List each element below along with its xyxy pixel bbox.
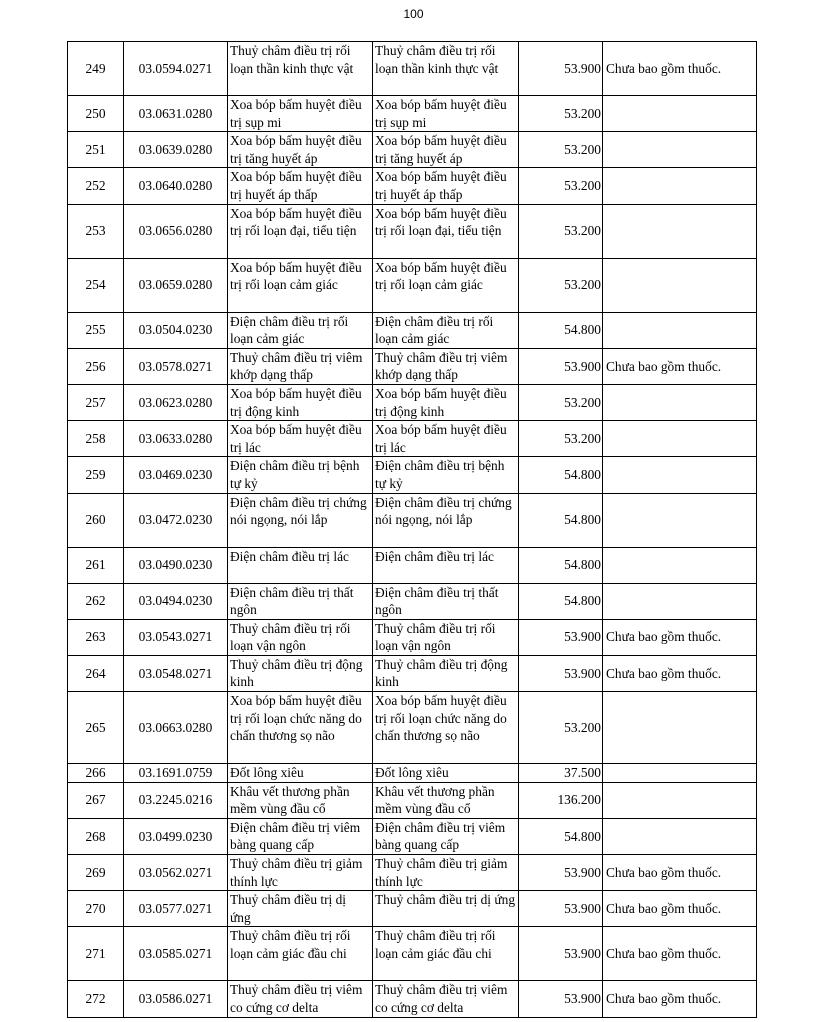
- service-code: 03.0499.0230: [124, 818, 228, 854]
- table-row: [68, 583, 757, 619]
- service-name: Thuỷ châm điều trị dị ứng: [228, 891, 373, 927]
- row-number: 263: [68, 619, 124, 655]
- price-value: 53.900: [519, 348, 603, 384]
- service-name-approved: Thuỷ châm điều trị rối loạn vận ngôn: [373, 619, 519, 655]
- table-row: [68, 384, 757, 420]
- page-number: 100: [403, 7, 424, 21]
- row-number: 264: [68, 655, 124, 691]
- note-text: Chưa bao gồm thuốc.: [603, 927, 757, 981]
- service-name: Xoa bóp bấm huyệt điều trị lác: [228, 421, 373, 457]
- table-body: [68, 42, 757, 1018]
- service-name: Khâu vết thương phần mềm vùng đầu cổ: [228, 782, 373, 818]
- service-name-approved: Thuỷ châm điều trị rối loạn cảm giác đầu chi: [373, 927, 519, 981]
- note-text: [603, 764, 757, 783]
- service-name-approved: Thuỷ châm điều trị viêm co cứng cơ delta: [373, 981, 519, 1017]
- note-text: [603, 168, 757, 204]
- row-number: 268: [68, 818, 124, 854]
- note-text: Chưa bao gồm thuốc.: [603, 891, 757, 927]
- table-row: [68, 764, 757, 783]
- table-row: [68, 655, 757, 691]
- row-number: 262: [68, 583, 124, 619]
- note-text: [603, 258, 757, 312]
- price-value: 53.900: [519, 927, 603, 981]
- price-value: 53.200: [519, 692, 603, 764]
- service-code: 03.1691.0759: [124, 764, 228, 783]
- table-row: [68, 547, 757, 583]
- service-name: Thuỷ châm điều trị động kinh: [228, 655, 373, 691]
- service-name: Xoa bóp bấm huyệt điều trị rối loạn cảm giác: [228, 258, 373, 312]
- note-text: Chưa bao gồm thuốc.: [603, 655, 757, 691]
- service-name-approved: Thuỷ châm điều trị dị ứng: [373, 891, 519, 927]
- service-name: Thuỷ châm điều trị rối loạn vận ngôn: [228, 619, 373, 655]
- service-name: Xoa bóp bấm huyệt điều trị rối loạn đại, tiểu tiện: [228, 204, 373, 258]
- row-number: 267: [68, 782, 124, 818]
- price-value: 53.200: [519, 421, 603, 457]
- table-row: [68, 204, 757, 258]
- service-name-approved: Điện châm điều trị lác: [373, 547, 519, 583]
- service-name: Thuỷ châm điều trị giảm thính lực: [228, 855, 373, 891]
- table-row: [68, 981, 757, 1017]
- service-code: 03.0578.0271: [124, 348, 228, 384]
- price-value: 53.900: [519, 891, 603, 927]
- note-text: [603, 384, 757, 420]
- price-value: 54.800: [519, 583, 603, 619]
- row-number: 254: [68, 258, 124, 312]
- service-name-approved: Thuỷ châm điều trị rối loạn thần kinh thực vật: [373, 42, 519, 96]
- service-name-approved: Đốt lông xiêu: [373, 764, 519, 783]
- table-row: [68, 348, 757, 384]
- service-name-approved: Điện châm điều trị viêm bàng quang cấp: [373, 818, 519, 854]
- table-row: [68, 96, 757, 132]
- service-code: 03.0490.0230: [124, 547, 228, 583]
- price-value: 53.200: [519, 168, 603, 204]
- service-name-approved: Điện châm điều trị chứng nói ngọng, nói lắp: [373, 493, 519, 547]
- note-text: [603, 421, 757, 457]
- service-name: Điện châm điều trị rối loạn cảm giác: [228, 312, 373, 348]
- service-name: Xoa bóp bấm huyệt điều trị huyết áp thấp: [228, 168, 373, 204]
- service-code: 03.0562.0271: [124, 855, 228, 891]
- price-value: 54.800: [519, 493, 603, 547]
- service-name-approved: Xoa bóp bấm huyệt điều trị huyết áp thấp: [373, 168, 519, 204]
- price-value: 53.900: [519, 619, 603, 655]
- service-name: Điện châm điều trị lác: [228, 547, 373, 583]
- note-text: Chưa bao gồm thuốc.: [603, 42, 757, 96]
- price-value: 53.900: [519, 42, 603, 96]
- service-code: 03.0543.0271: [124, 619, 228, 655]
- table-row: [68, 42, 757, 96]
- row-number: 266: [68, 764, 124, 783]
- service-name: Xoa bóp bấm huyệt điều trị sụp mi: [228, 96, 373, 132]
- row-number: 272: [68, 981, 124, 1017]
- service-name: Điện châm điều trị viêm bàng quang cấp: [228, 818, 373, 854]
- service-name-approved: Thuỷ châm điều trị giảm thính lực: [373, 855, 519, 891]
- price-value: 37.500: [519, 764, 603, 783]
- row-number: 251: [68, 132, 124, 168]
- price-value: 53.200: [519, 258, 603, 312]
- table-row: [68, 692, 757, 764]
- service-name-approved: Xoa bóp bấm huyệt điều trị sụp mi: [373, 96, 519, 132]
- note-text: Chưa bao gồm thuốc.: [603, 981, 757, 1017]
- service-code: 03.0633.0280: [124, 421, 228, 457]
- row-number: 256: [68, 348, 124, 384]
- row-number: 257: [68, 384, 124, 420]
- note-text: [603, 204, 757, 258]
- service-name-approved: Xoa bóp bấm huyệt điều trị tăng huyết áp: [373, 132, 519, 168]
- service-name-approved: Xoa bóp bấm huyệt điều trị rối loạn chức năng do chấn thương sọ não: [373, 692, 519, 764]
- service-code: 03.0663.0280: [124, 692, 228, 764]
- table-row: [68, 493, 757, 547]
- note-text: [603, 818, 757, 854]
- row-number: 265: [68, 692, 124, 764]
- service-name: Xoa bóp bấm huyệt điều trị tăng huyết áp: [228, 132, 373, 168]
- price-value: 54.800: [519, 457, 603, 493]
- note-text: [603, 547, 757, 583]
- note-text: Chưa bao gồm thuốc.: [603, 619, 757, 655]
- table-row: [68, 421, 757, 457]
- service-name: Điện châm điều trị bệnh tự kỷ: [228, 457, 373, 493]
- service-code: 03.0640.0280: [124, 168, 228, 204]
- row-number: 250: [68, 96, 124, 132]
- row-number: 259: [68, 457, 124, 493]
- note-text: Chưa bao gồm thuốc.: [603, 348, 757, 384]
- service-code: 03.0577.0271: [124, 891, 228, 927]
- service-name: Thuỷ châm điều trị viêm co cứng cơ delta: [228, 981, 373, 1017]
- table-row: [68, 891, 757, 927]
- service-name-approved: Xoa bóp bấm huyệt điều trị lác: [373, 421, 519, 457]
- service-name: Đốt lông xiêu: [228, 764, 373, 783]
- service-name: Điện châm điều trị thất ngôn: [228, 583, 373, 619]
- service-name: Điện châm điều trị chứng nói ngọng, nói lắp: [228, 493, 373, 547]
- table-row: [68, 457, 757, 493]
- service-name-approved: Điện châm điều trị bệnh tự kỷ: [373, 457, 519, 493]
- service-code: 03.0585.0271: [124, 927, 228, 981]
- service-code: 03.0494.0230: [124, 583, 228, 619]
- service-code: 03.0469.0230: [124, 457, 228, 493]
- row-number: 249: [68, 42, 124, 96]
- row-number: 252: [68, 168, 124, 204]
- row-number: 255: [68, 312, 124, 348]
- price-value: 53.900: [519, 655, 603, 691]
- row-number: 260: [68, 493, 124, 547]
- price-value: 53.900: [519, 855, 603, 891]
- price-value: 54.800: [519, 547, 603, 583]
- table-row: [68, 782, 757, 818]
- note-text: [603, 96, 757, 132]
- price-value: 53.200: [519, 96, 603, 132]
- note-text: [603, 583, 757, 619]
- service-code: 03.0504.0230: [124, 312, 228, 348]
- row-number: 271: [68, 927, 124, 981]
- service-name-approved: Xoa bóp bấm huyệt điều trị rối loạn cảm giác: [373, 258, 519, 312]
- service-code: 03.0586.0271: [124, 981, 228, 1017]
- service-code: 03.0472.0230: [124, 493, 228, 547]
- service-code: 03.0631.0280: [124, 96, 228, 132]
- table-row: [68, 619, 757, 655]
- table-row: [68, 818, 757, 854]
- service-code: 03.2245.0216: [124, 782, 228, 818]
- price-value: 53.200: [519, 204, 603, 258]
- price-table: [67, 41, 757, 1018]
- service-code: 03.0548.0271: [124, 655, 228, 691]
- note-text: Chưa bao gồm thuốc.: [603, 855, 757, 891]
- note-text: [603, 457, 757, 493]
- table-row: [68, 258, 757, 312]
- row-number: 261: [68, 547, 124, 583]
- service-name: Xoa bóp bấm huyệt điều trị động kinh: [228, 384, 373, 420]
- table-row: [68, 132, 757, 168]
- service-code: 03.0623.0280: [124, 384, 228, 420]
- service-code: 03.0594.0271: [124, 42, 228, 96]
- table-row: [68, 927, 757, 981]
- note-text: [603, 692, 757, 764]
- service-name-approved: Thuỷ châm điều trị động kinh: [373, 655, 519, 691]
- price-value: 53.900: [519, 981, 603, 1017]
- price-value: 53.200: [519, 132, 603, 168]
- price-value: 54.800: [519, 312, 603, 348]
- service-code: 03.0659.0280: [124, 258, 228, 312]
- row-number: 270: [68, 891, 124, 927]
- row-number: 253: [68, 204, 124, 258]
- note-text: [603, 782, 757, 818]
- service-name: Thuỷ châm điều trị rối loạn cảm giác đầu chi: [228, 927, 373, 981]
- price-value: 136.200: [519, 782, 603, 818]
- price-value: 54.800: [519, 818, 603, 854]
- price-value: 53.200: [519, 384, 603, 420]
- service-name-approved: Khâu vết thương phần mềm vùng đầu cổ: [373, 782, 519, 818]
- service-name-approved: Xoa bóp bấm huyệt điều trị rối loạn đại, tiểu tiện: [373, 204, 519, 258]
- table-row: [68, 312, 757, 348]
- service-name-approved: Thuỷ châm điều trị viêm khớp dạng thấp: [373, 348, 519, 384]
- note-text: [603, 312, 757, 348]
- note-text: [603, 132, 757, 168]
- row-number: 258: [68, 421, 124, 457]
- service-name: Thuỷ châm điều trị viêm khớp dạng thấp: [228, 348, 373, 384]
- row-number: 269: [68, 855, 124, 891]
- table-row: [68, 855, 757, 891]
- service-name: Xoa bóp bấm huyệt điều trị rối loạn chức năng do chấn thương sọ não: [228, 692, 373, 764]
- service-code: 03.0656.0280: [124, 204, 228, 258]
- service-name: Thuỷ châm điều trị rối loạn thần kinh thực vật: [228, 42, 373, 96]
- service-code: 03.0639.0280: [124, 132, 228, 168]
- service-name-approved: Điện châm điều trị thất ngôn: [373, 583, 519, 619]
- service-name-approved: Xoa bóp bấm huyệt điều trị động kinh: [373, 384, 519, 420]
- note-text: [603, 493, 757, 547]
- service-name-approved: Điện châm điều trị rối loạn cảm giác: [373, 312, 519, 348]
- table-row: [68, 168, 757, 204]
